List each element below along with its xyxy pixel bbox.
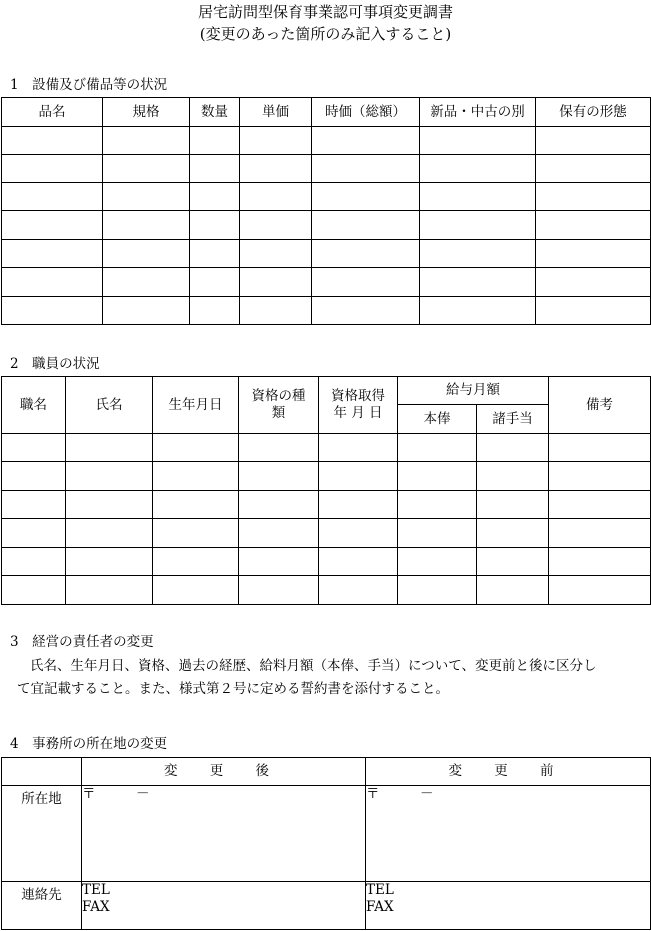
- page-subtitle: (変更のあった箇所のみ記入すること): [199, 25, 452, 43]
- header-after-change-label: 変 更 後: [163, 763, 284, 779]
- table-cell[interactable]: [398, 519, 477, 548]
- table-row: [2, 519, 651, 548]
- table-cell[interactable]: [2, 155, 103, 183]
- table-cell[interactable]: [103, 127, 190, 155]
- table-row: [2, 211, 651, 240]
- table-cell[interactable]: [190, 211, 240, 240]
- table-cell[interactable]: [398, 462, 477, 491]
- table-cell[interactable]: [2, 462, 66, 491]
- location-before-field[interactable]: [366, 786, 651, 882]
- table-cell[interactable]: [2, 127, 103, 155]
- table-cell[interactable]: [2, 491, 66, 519]
- table-cell[interactable]: [239, 462, 319, 491]
- table-cell[interactable]: [312, 240, 420, 268]
- header-qualification-date-line2: 年 月 日: [333, 405, 383, 421]
- table-cell[interactable]: [153, 491, 239, 519]
- table-cell[interactable]: [190, 127, 240, 155]
- table-cell[interactable]: [420, 155, 536, 183]
- table-cell[interactable]: [103, 297, 190, 325]
- equipment-table: [1, 97, 651, 325]
- location-after-field[interactable]: [82, 786, 366, 882]
- table-cell[interactable]: [2, 183, 103, 211]
- table-row: [2, 155, 651, 183]
- contact-label: 連絡先: [2, 882, 82, 930]
- table-cell[interactable]: [190, 268, 240, 297]
- tel-after: TEL: [82, 882, 110, 898]
- table-cell[interactable]: [549, 576, 651, 605]
- table-header-row: [2, 377, 651, 405]
- header-qualification-type-line2: 類: [271, 405, 286, 421]
- contact-before-field[interactable]: [366, 882, 651, 930]
- table-cell[interactable]: [66, 519, 153, 548]
- table-cell[interactable]: [420, 183, 536, 211]
- table-cell[interactable]: [103, 240, 190, 268]
- table-cell[interactable]: [536, 155, 651, 183]
- header-item-name: 品名: [2, 98, 103, 127]
- table-cell[interactable]: [153, 576, 239, 605]
- table-cell[interactable]: [239, 434, 319, 462]
- table-cell[interactable]: [2, 434, 66, 462]
- location-label: 所在地: [2, 786, 82, 882]
- section3-line-1: 氏名、生年月日、資格、過去の経歴、給料月額（本俸、手当）について、変更前と後に区分し: [30, 658, 597, 674]
- section1-heading: 1 設備及び備品等の状況: [10, 77, 168, 93]
- table-cell[interactable]: [549, 491, 651, 519]
- header-birthdate: 生年月日: [153, 377, 239, 434]
- table-cell[interactable]: [2, 240, 103, 268]
- table-row: [2, 183, 651, 211]
- table-cell[interactable]: [239, 519, 319, 548]
- table-cell[interactable]: [477, 548, 549, 576]
- section3-line-2: て宜記載すること。また、様式第２号に定める誓約書を添付すること。: [17, 681, 449, 697]
- table-cell[interactable]: [66, 491, 153, 519]
- table-header-row: [2, 98, 651, 127]
- page-title: 居宅訪問型保育事業認可事項変更調書: [197, 3, 453, 21]
- table-cell[interactable]: [153, 462, 239, 491]
- table-cell[interactable]: [2, 548, 66, 576]
- section3-heading: 3 経営の責任者の変更: [10, 634, 154, 650]
- table-row: [2, 462, 651, 491]
- table-cell[interactable]: [312, 127, 420, 155]
- header-after-change: [82, 758, 366, 786]
- table-cell[interactable]: [477, 462, 549, 491]
- table-cell[interactable]: [536, 297, 651, 325]
- table-cell[interactable]: [239, 491, 319, 519]
- header-blank: [2, 758, 82, 786]
- fax-before: FAX: [366, 899, 394, 915]
- table-cell[interactable]: [319, 462, 398, 491]
- table-cell[interactable]: [190, 183, 240, 211]
- table-cell[interactable]: [319, 519, 398, 548]
- table-cell[interactable]: [2, 211, 103, 240]
- header-qualification-type: [239, 377, 319, 434]
- header-position: 職名: [2, 377, 66, 434]
- table-cell[interactable]: [420, 240, 536, 268]
- table-cell[interactable]: [536, 127, 651, 155]
- table-cell[interactable]: [190, 240, 240, 268]
- table-cell[interactable]: [2, 576, 66, 605]
- header-market-value: 時価（総額）: [312, 98, 420, 127]
- table-cell[interactable]: [239, 576, 319, 605]
- fax-after: FAX: [82, 899, 110, 915]
- table-cell[interactable]: [240, 268, 312, 297]
- table-cell[interactable]: [240, 297, 312, 325]
- postal-after: 〒 －: [82, 786, 150, 802]
- table-cell[interactable]: [66, 548, 153, 576]
- section4-heading: 4 事務所の所在地の変更: [10, 736, 168, 752]
- staff-table: [1, 376, 651, 605]
- table-cell[interactable]: [2, 297, 103, 325]
- table-cell[interactable]: [312, 155, 420, 183]
- header-quantity: 数量: [190, 98, 240, 127]
- contact-after-field[interactable]: [82, 882, 366, 930]
- table-cell[interactable]: [477, 576, 549, 605]
- table-cell[interactable]: [66, 462, 153, 491]
- table-row: [2, 297, 651, 325]
- section2-heading: 2 職員の状況: [10, 356, 100, 372]
- table-cell[interactable]: [319, 576, 398, 605]
- table-cell[interactable]: [312, 211, 420, 240]
- table-cell[interactable]: [477, 491, 549, 519]
- table-cell[interactable]: [66, 576, 153, 605]
- table-cell[interactable]: [536, 211, 651, 240]
- location-row: [2, 786, 651, 882]
- tel-before: TEL: [366, 882, 394, 898]
- header-unit-price: 単価: [240, 98, 312, 127]
- table-header-row: [2, 758, 651, 786]
- table-cell[interactable]: [477, 434, 549, 462]
- table-cell[interactable]: [536, 183, 651, 211]
- table-cell[interactable]: [319, 434, 398, 462]
- header-base-salary: 本俸: [398, 405, 477, 434]
- table-cell[interactable]: [549, 462, 651, 491]
- table-cell[interactable]: [66, 434, 153, 462]
- table-cell[interactable]: [398, 576, 477, 605]
- table-cell[interactable]: [240, 183, 312, 211]
- table-cell[interactable]: [240, 155, 312, 183]
- table-cell[interactable]: [103, 268, 190, 297]
- table-cell[interactable]: [190, 297, 240, 325]
- header-new-used: 新品・中古の別: [420, 98, 536, 127]
- table-row: [2, 491, 651, 519]
- table-row: [2, 240, 651, 268]
- contact-row: [2, 882, 651, 930]
- table-row: [2, 127, 651, 155]
- table-cell[interactable]: [420, 211, 536, 240]
- header-allowances: 諸手当: [477, 405, 549, 434]
- table-row: [2, 268, 651, 297]
- table-cell[interactable]: [153, 434, 239, 462]
- table-cell[interactable]: [319, 548, 398, 576]
- header-before-change-label: 変 更 前: [448, 763, 568, 779]
- table-row: [2, 576, 651, 605]
- header-qualification-date: [319, 377, 398, 434]
- table-cell[interactable]: [420, 127, 536, 155]
- table-cell[interactable]: [549, 519, 651, 548]
- office-location-table: [1, 757, 651, 930]
- table-row: [2, 548, 651, 576]
- header-qualification-date-line1: 資格取得: [331, 388, 385, 404]
- table-cell[interactable]: [153, 519, 239, 548]
- table-cell[interactable]: [312, 268, 420, 297]
- table-cell[interactable]: [312, 183, 420, 211]
- section3-instructions: [17, 655, 651, 701]
- table-cell[interactable]: [2, 519, 66, 548]
- table-cell[interactable]: [2, 268, 103, 297]
- postal-before: 〒 －: [366, 786, 434, 802]
- table-cell[interactable]: [103, 155, 190, 183]
- table-cell[interactable]: [239, 548, 319, 576]
- table-cell[interactable]: [420, 297, 536, 325]
- table-cell[interactable]: [190, 155, 240, 183]
- table-cell[interactable]: [398, 548, 477, 576]
- header-before-change: [366, 758, 651, 786]
- table-cell[interactable]: [312, 297, 420, 325]
- table-cell[interactable]: [549, 434, 651, 462]
- header-remarks: 備考: [549, 377, 651, 434]
- table-cell[interactable]: [240, 211, 312, 240]
- table-cell[interactable]: [398, 434, 477, 462]
- table-cell[interactable]: [153, 548, 239, 576]
- table-row: [2, 434, 651, 462]
- table-cell[interactable]: [420, 268, 536, 297]
- header-monthly-salary: 給与月額: [398, 377, 549, 405]
- table-cell[interactable]: [549, 548, 651, 576]
- table-cell[interactable]: [240, 127, 312, 155]
- table-cell[interactable]: [536, 268, 651, 297]
- table-cell[interactable]: [103, 211, 190, 240]
- header-name: 氏名: [66, 377, 153, 434]
- table-cell[interactable]: [103, 183, 190, 211]
- header-qualification-type-line1: 資格の種: [251, 388, 306, 404]
- table-cell[interactable]: [477, 519, 549, 548]
- table-cell[interactable]: [240, 240, 312, 268]
- table-cell[interactable]: [319, 491, 398, 519]
- header-ownership: 保有の形態: [536, 98, 651, 127]
- table-cell[interactable]: [398, 491, 477, 519]
- header-spec: 規格: [103, 98, 190, 127]
- table-cell[interactable]: [536, 240, 651, 268]
